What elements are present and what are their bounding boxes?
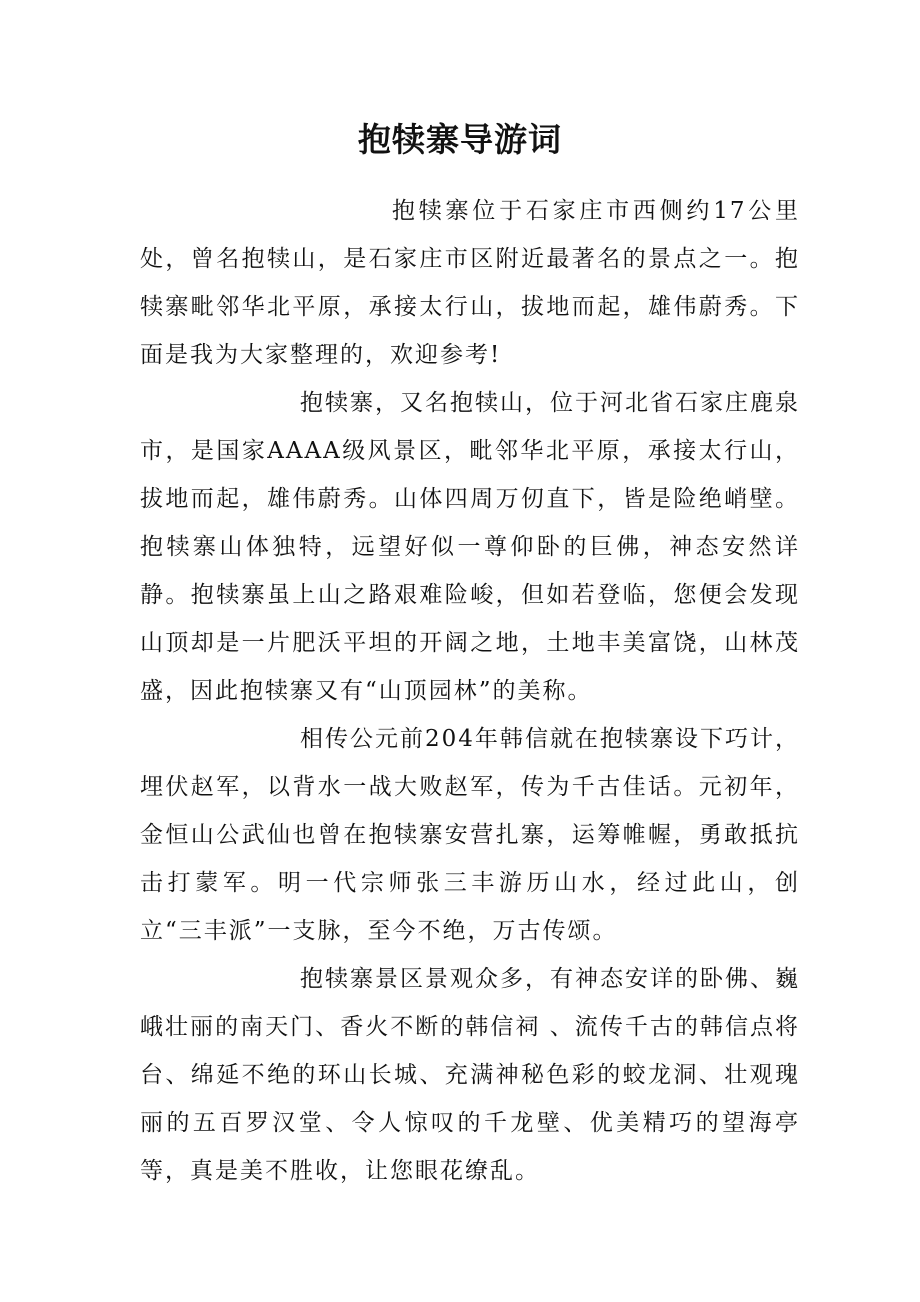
- document-body: [140, 187, 800, 1195]
- paragraph-overview: 抱犊寨，又名抱犊山，位于河北省石家庄鹿泉市，是国家AAAA级风景区，毗邻华北平原，承接太行山，拔地而起，雄伟蔚秀。山体四周万仞直下，皆是险绝峭壁。抱犊寨山体独特，远望好似一尊仰卧的巨佛，神态安然详静。抱犊寨虽上山之路艰难险峻，但如若登临，您便会发现山顶却是一片肥沃平坦的开阔之地，土地丰美富饶，山林茂盛，因此抱犊寨又有“山顶园林”的美称。: [140, 390, 800, 704]
- paragraph-history: 相传公元前204年韩信就在抱犊寨设下巧计，埋伏赵军，以背水一战大败赵军，传为千古佳话。元初年，金恒山公武仙也曾在抱犊寨安营扎寨，运筹帷幄，勇敢抵抗击打蒙军。明一代宗师张三丰游历山水，经过此山，创立“三丰派”一支脉，至今不绝，万古传颂。: [140, 726, 800, 944]
- document-title: 抱犊寨导游词: [358, 120, 562, 159]
- paragraph-scenery: 抱犊寨景区景观众多，有神态安详的卧佛、巍峨壮丽的南天门、香火不断的韩信祠 、流传千古的韩信点将台、绵延不绝的环山长城、充满神秘色彩的蛟龙洞、壮观瑰丽的五百罗汉堂、令人惊叹的千龙壁、优美精巧的望海亭等，真是美不胜收，让您眼花缭乱。: [140, 966, 800, 1184]
- paragraph-intro: 抱犊寨位于石家庄市西侧约17公里处，曾名抱犊山，是石家庄市区附近最著名的景点之一。抱犊寨毗邻华北平原，承接太行山，拔地而起，雄伟蔚秀。下面是我为大家整理的，欢迎参考!: [140, 198, 800, 368]
